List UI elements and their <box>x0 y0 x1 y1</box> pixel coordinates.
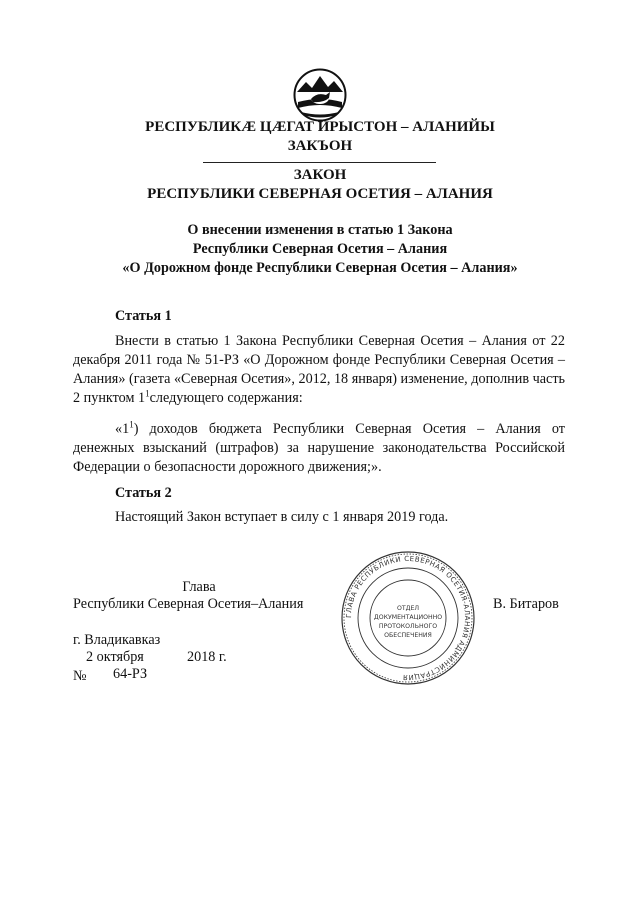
subject-line-2: Республики Северная Осетия – Алания <box>192 241 448 257</box>
coat-of-arms-emblem <box>293 68 347 122</box>
article-1-text-end: следующего содержания: <box>149 390 303 406</box>
article-1-sup: 1 <box>145 388 150 399</box>
header-ossetian-name: РЕСПУБЛИКӔ ЦӔГАТ ИРЫСТОН – АЛАНИЙЫ <box>145 119 495 135</box>
article-1-item-text: ) доходов бюджета Республики Северная Осетия – Алания от денежных взысканий (штрафов) за нарушение законодательства Российской Федерации о безопасности дорожного движения;». <box>73 421 565 475</box>
seal-inner-line-1: ОТДЕЛ <box>396 605 420 612</box>
article-1-heading: Статья 1 <box>115 308 172 324</box>
seal-inner-line-4: ОБЕСПЕЧЕНИЯ <box>384 632 432 639</box>
footer-city: г. Владикавказ <box>73 632 161 648</box>
article-1-text: Внести в статью 1 Закона Республики Северная Осетия – Алания от 22 декабря 2011 года № 51-РЗ «О Дорожном фонде Республики Северная Осетия – Алания» (газета «Северная Осетия», 2012, 18 января) изменение, дополнив часть 2 пунктом 1 <box>73 333 565 406</box>
seal-outer-text: ГЛАВА РЕСПУБЛИКИ СЕВЕРНАЯ ОСЕТИЯ-АЛАНИЯ АДМИНИСТРАЦИЯ <box>344 554 472 682</box>
footer-number: 64-РЗ <box>113 666 148 682</box>
seal-inner-line-2: ДОКУМЕНТАЦИОННО <box>373 614 443 621</box>
header-russian-law: ЗАКОН <box>293 167 347 183</box>
article-1-paragraph <box>73 332 565 408</box>
seal-inner-line-3: ПРОТОКОЛЬНОГО <box>378 623 438 630</box>
footer-number-sign: № <box>73 668 87 684</box>
subject-line-3: «О Дорожном фонде Республики Северная Осетия – Алания» <box>122 260 518 276</box>
header-divider <box>203 162 436 163</box>
footer-date-year: 2018 г. <box>187 649 227 665</box>
header-russian-name: РЕСПУБЛИКИ СЕВЕРНАЯ ОСЕТИЯ – АЛАНИЯ <box>147 186 493 202</box>
footer-date-day-month: 2 октября <box>86 649 144 665</box>
header-ossetian-law: ЗАКЪОН <box>287 138 353 154</box>
signature-title-line-2: Республики Северная Осетия–Алания <box>73 596 304 612</box>
article-2-text: Настоящий Закон вступает в силу с 1 января 2019 года. <box>115 509 449 525</box>
article-2-heading: Статья 2 <box>115 485 172 501</box>
subject-line-1: О внесении изменения в статью 1 Закона <box>187 222 453 238</box>
article-1-item-open: «1 <box>115 421 130 437</box>
signature-name: В. Битаров <box>493 596 559 612</box>
official-seal-stamp <box>338 548 478 688</box>
article-1-item <box>73 420 565 477</box>
signature-title-line-1: Глава <box>182 579 216 595</box>
article-1-item-sup: 1 <box>129 419 134 430</box>
